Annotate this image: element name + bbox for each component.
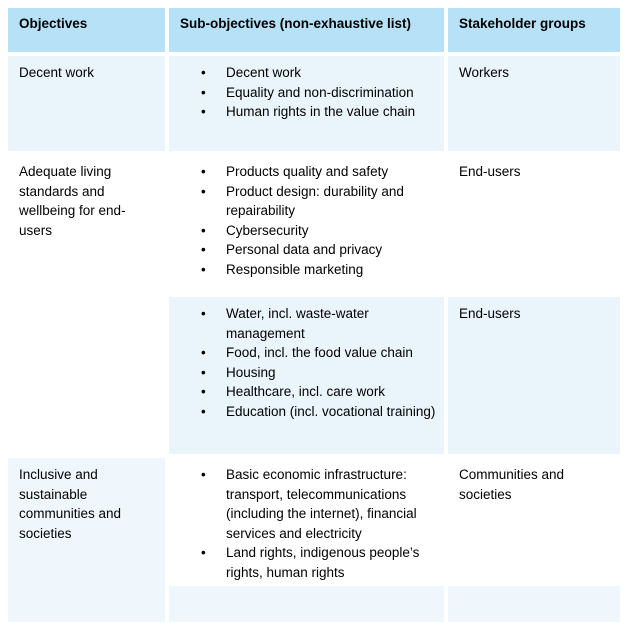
stakeholder-cell: End-users <box>448 155 620 293</box>
header-objectives: Objectives <box>8 8 165 52</box>
bullet-item: • Personal data and privacy <box>180 240 436 260</box>
sub-objectives-cell <box>169 297 444 454</box>
bullet-item: • Decent work <box>180 63 436 83</box>
header-row <box>8 8 620 52</box>
header-sub-objectives: Sub-objectives (non-exhaustive list) <box>169 8 444 52</box>
sub-objectives-list <box>180 63 436 122</box>
bullet-item: • Responsible marketing <box>180 260 436 280</box>
bullet-item: • Education (incl. vocational training) <box>180 402 436 422</box>
empty-cell <box>448 586 620 622</box>
bullet-item: • Products quality and safety <box>180 162 436 182</box>
sub-objectives-cell <box>169 155 444 293</box>
bullet-item: • Water, incl. waste-water management <box>180 304 436 343</box>
stakeholder-cell: End-users <box>448 297 620 454</box>
table-row <box>8 155 620 293</box>
sub-objectives-cell <box>169 56 444 151</box>
bullet-item: • Product design: durability and repairability <box>180 182 436 221</box>
bullet-item: • Land rights, indigenous people’s rights, human rights <box>180 543 436 582</box>
bullet-item: • Cybersecurity <box>180 221 436 241</box>
bullet-item: • Food, incl. the food value chain <box>180 343 436 363</box>
objective-cell: Decent work <box>8 56 165 151</box>
header-stakeholder-groups: Stakeholder groups <box>448 8 620 52</box>
bullet-item: • Human rights in the value chain <box>180 102 436 122</box>
bullet-item: • Basic economic infrastructure: transport, telecommunications (including the internet), financial services and electricity <box>180 465 436 543</box>
sub-objectives-list <box>180 304 436 421</box>
objective-cell: Adequate living standards and wellbeing for end-users <box>8 155 165 454</box>
objective-cell: Inclusive and sustainable communities and societies <box>8 458 165 622</box>
table-row <box>8 56 620 151</box>
sub-objectives-list <box>180 162 436 279</box>
bullet-item: • Housing <box>180 363 436 383</box>
bullet-item: • Equality and non-discrimination <box>180 83 436 103</box>
table-row <box>8 458 620 582</box>
stakeholder-cell: Workers <box>448 56 620 151</box>
sub-objectives-list <box>180 465 436 582</box>
stakeholder-cell: Communities and societies <box>448 458 620 582</box>
objectives-table <box>4 4 624 626</box>
empty-cell <box>169 586 444 622</box>
sub-objectives-cell <box>169 458 444 582</box>
bullet-item: • Healthcare, incl. care work <box>180 382 436 402</box>
